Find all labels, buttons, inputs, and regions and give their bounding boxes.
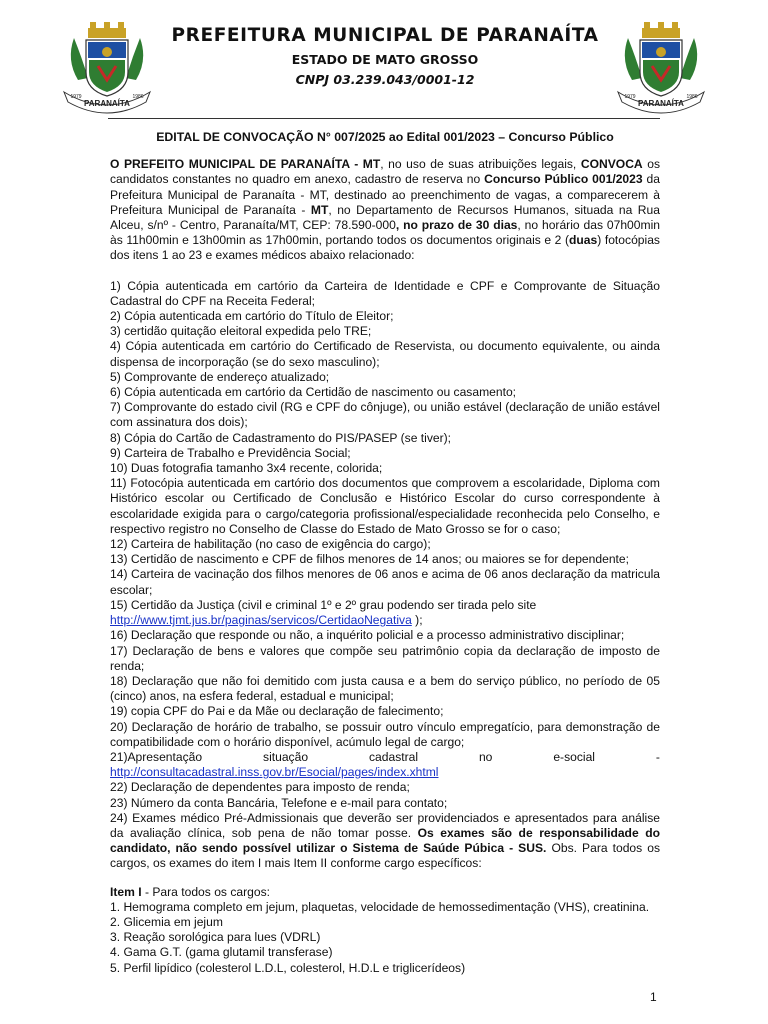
crest-ribbon-text: PARANAÍTA [638,99,684,108]
crest-year-left: 1979 [624,94,636,100]
item-21-line [110,750,660,765]
page-number: 1 [650,990,657,1004]
header-divider [108,118,660,119]
intro-text-4: , no Departamento de Recursos Humanos, situada na Rua Alceu, s/nº - Centro, Paranaíta/MT, CEP: 78.590-000 [110,202,660,233]
item-21-word: - [655,749,660,764]
list-item: 6) Cópia autenticada em cartório da Certidão de nascimento ou casamento; [110,385,517,400]
list-item: 20) Declaração de horário de trabalho, se possuir outro vínculo empregatício, para demonstração de compatibilidade com o horário disponível, acúmulo legal de cargo; [110,719,660,749]
item-15-text: 15) Certidão da Justiça (civil e criminal 1º e 2º grau podendo ser tirada pelo site [110,597,537,612]
intro-bold-convoca: CONVOCA [580,157,643,172]
exam-list [110,900,660,976]
list-item: 8) Cópia do Cartão de Cadastramento do PIS/PASEP (se tiver); [110,430,452,445]
edital-title: EDITAL DE CONVOCAÇÃO N° 007/2025 ao Edital 001/2023 – Concurso Público [156,130,614,144]
list-item: 2) Cópia autenticada em cartório do Título de Eleitor; [110,309,394,324]
crest-year-left: 1979 [70,94,82,100]
list-item: 7) Comprovante do estado civil (RG e CPF do cônjuge), ou união estável (declaração de união estável com assinatura dos dois); [110,400,660,430]
crest-ribbon-text: PARANAÍTA [84,99,130,108]
esocial-link[interactable]: http://consultacadastral.inss.gov.br/Esocial/pages/index.xhtml [110,765,439,780]
list-item: 9) Carteira de Trabalho e Previdência Social; [110,445,351,460]
intro-bold-concurso: Concurso Público 001/2023 [484,172,643,187]
list-item: 18) Declaração que não foi demitido com justa causa e a bem do serviço público, no período de 05 (cinco) anos, na esfera federal, estadual e municipal; [110,673,660,704]
tjmt-certidao-link[interactable]: http://www.tjmt.jus.br/paginas/servicos/CertidaoNegativa [110,613,412,628]
list-item: 10) Duas fotografia tamanho 3x4 recente, colorida; [110,461,383,476]
intro-text-1: , no uso de suas atribuições legais, [380,157,581,172]
municipal-crest-right [612,20,710,116]
item-21-word: no [478,749,493,764]
list-item: 1) Cópia autenticada em cartório da Carteira de Identidade e CPF e Comprovante de Situação Cadastral do CPF na Receita Federal; [110,278,660,308]
list-item: 5) Comprovante de endereço atualizado; [110,369,330,384]
item-21-word: 21)Apresentação [110,749,203,764]
exam-item: 5. Perfil lipídico (colesterol L.D.L, colesterol, H.D.L e triglicerídeos) [110,960,466,975]
exam-item: 2. Glicemia em jejum [110,914,223,929]
list-item: 11) Fotocópia autenticada em cartório dos documentos que comprovem a escolaridade, Diploma com Histórico escolar ou Certificado de Conclusão e Histórico Escolar do curso correspondente à escolaridade exigida para o cargo/categoria profissional/especialidade reconhecida pelo Conselho, e respectivo registro no Conselho de Classe do Estado de Mato Grosso se for o caso; [110,476,660,536]
intro-text-3: da Prefeitura Municipal de Paranaíta - MT, destinado ao preenchimento de vagas, a comparecerem à Prefeitura Municipal de Paranaíta - [110,172,660,217]
municipality-title: PREFEITURA MUNICIPAL DE PARANAÍTA [171,25,599,46]
list-item: 14) Carteira de vacinação dos filhos menores de 06 anos e acima de 06 anos declaração da matricula escolar; [110,567,660,597]
list-item-15 [110,598,660,628]
item-21-word: situação [263,749,309,764]
intro-bold-prazo: , no prazo de 30 dias [395,218,518,233]
crest-year-right: 1986 [686,94,698,100]
exam-item: 3. Reação sorológica para lues (VDRL) [110,930,321,945]
intro-text-5: , no horário das 07h00min às 11h00min e 13h00min as 17h00min, portando todos os documentos originais e 2 ( [110,218,660,248]
letterhead [160,24,610,88]
item-i-heading [110,885,660,900]
intro-bold-mt: MT [310,202,329,217]
intro-bold-duas: duas [569,233,598,248]
crest-year-right: 1986 [132,94,144,100]
list-item: 19) copia CPF do Pai e da Mãe ou declaração de falecimento; [110,704,444,719]
item-21-word: cadastral [368,749,419,764]
list-item: 13) Certidão de nascimento e CPF de filhos menores de 14 anos; ou maiores se for dependente; [110,552,629,567]
list-item: 16) Declaração que responde ou não, a inquérito policial e a processo administrativo disciplinar; [110,628,625,643]
list-item-21 [110,750,660,780]
list-item: 17) Declaração de bens e valores que compõe seu patrimônio copia da declaração de imposto de renda; [110,643,660,673]
item-i-label: Item I [110,884,142,899]
list-item: 23) Número da conta Bancária, Telefone e e-mail para contato; [110,795,448,810]
municipal-crest-left [58,20,156,116]
document-body [110,130,660,976]
intro-text-2: os candidatos constantes no quadro em anexo, cadastro de reserva no [110,157,660,187]
intro-bold-mayor: O PREFEITO MUNICIPAL DE PARANAÍTA - MT [110,157,381,172]
state-name: ESTADO DE MATO GROSSO [291,52,479,67]
intro-paragraph [110,157,660,263]
item-24-bold: Os exames são de responsabilidade do candidato, não sendo possível utilizar o Sistema de Saúde Púbica - SUS. [110,825,660,856]
exam-item: 4. Gama G.T. (gama glutamil transferase) [110,945,333,960]
list-item: 4) Cópia autenticada em cartório do Certificado de Reservista, ou documento equivalente, ou ainda dispensa de incorporação (se do sexo masculino); [110,339,660,369]
intro-text-6: ) fotocópias dos itens 1 ao 23 e exames médicos abaixo relacionado: [110,233,660,263]
cnpj-number: CNPJ 03.239.043/0001-12 [295,72,475,87]
exam-item: 1. Hemograma completo em jejum, plaquetas, velocidade de hemossedimentação (VHS), creatinina. [110,899,650,914]
item-i-label-rest: - Para todos os cargos: [141,884,270,899]
list-item: 22) Declaração de dependentes para imposto de renda; [110,780,410,795]
item-21-word: e-social [553,749,595,764]
item-24-text: 24) Exames médico Pré-Admissionais que deverão ser providenciados e apresentados para análise da avaliação clínica, sob pena de não tomar posse. [110,810,660,840]
document-list [110,279,660,872]
list-item-24 [110,811,660,872]
item-24-note: Obs. Para todos os cargos, os exames do item I mais Item II conforme cargo específicos: [110,841,660,871]
list-item: 3) certidão quitação eleitoral expedida pelo TRE; [110,324,372,339]
list-item: 12) Carteira de habilitação (no caso de exigência do cargo); [110,537,431,552]
item-15-after: ); [411,613,423,628]
